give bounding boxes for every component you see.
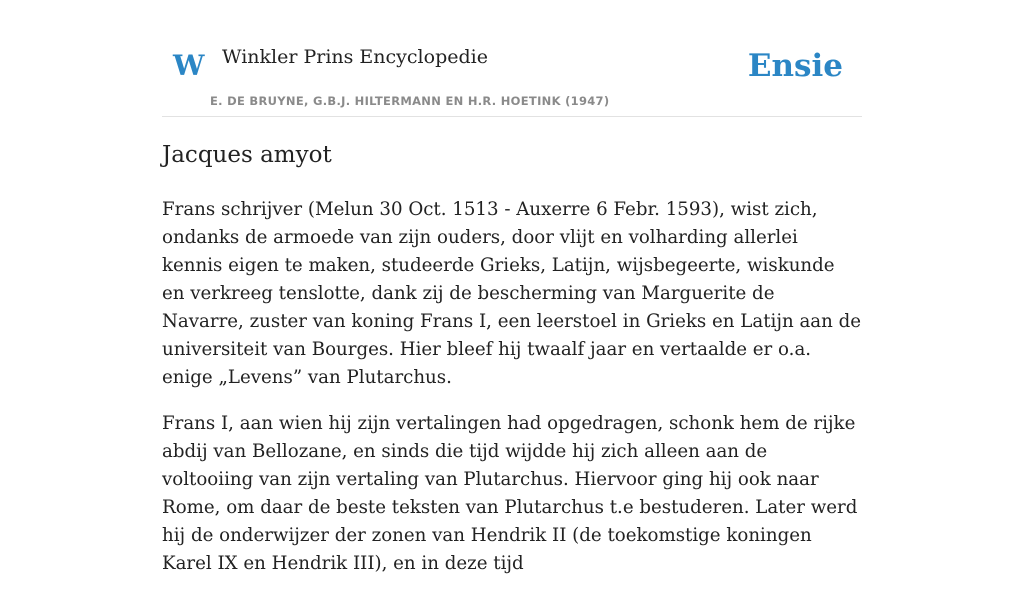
source-logo[interactable]: W (173, 49, 205, 82)
article-title: Jacques amyot (162, 142, 332, 168)
brand-logo[interactable]: Ensie (747, 48, 843, 84)
header (162, 0, 862, 117)
source-authors: E. DE BRUYNE, G.B.J. HILTERMANN EN H.R. HOETINK (1947) (210, 94, 610, 108)
article-paragraph: Frans I, aan wien hij zijn vertalingen had opgedragen, schonk hem de rijke abdij van Bellozane, en sinds die tijd wijdde hij zich alleen aan de voltooiing van zijn vertaling van Plutarchus. Hiervoor ging hij ook naar Rome, om daar de beste teksten van Plutarchus t.e bestuderen. Later werd hij de onderwijzer der zonen van Hendrik II (de toekomstige koningen Karel IX en Hendrik III), en in deze tijd (162, 413, 858, 574)
source-title[interactable]: Winkler Prins Encyclopedie (222, 46, 488, 68)
article-paragraph: Frans schrijver (Melun 30 Oct. 1513 - Auxerre 6 Febr. 1593), wist zich, ondanks de armoede van zijn ouders, door vlijt en volharding allerlei kennis eigen te maken, studeerde Grieks, Latijn, wijsbegeerte, wiskunde en verkreeg tenslotte, dank zij de bescherming van Marguerite de Navarre, zuster van koning Frans I, een leerstoel in Grieks en Latijn aan de universiteit van Bourges. Hier bleef hij twaalf jaar en vertaalde er o.a. enige „Levens” van Plutarchus. (162, 199, 862, 388)
article (162, 138, 862, 596)
